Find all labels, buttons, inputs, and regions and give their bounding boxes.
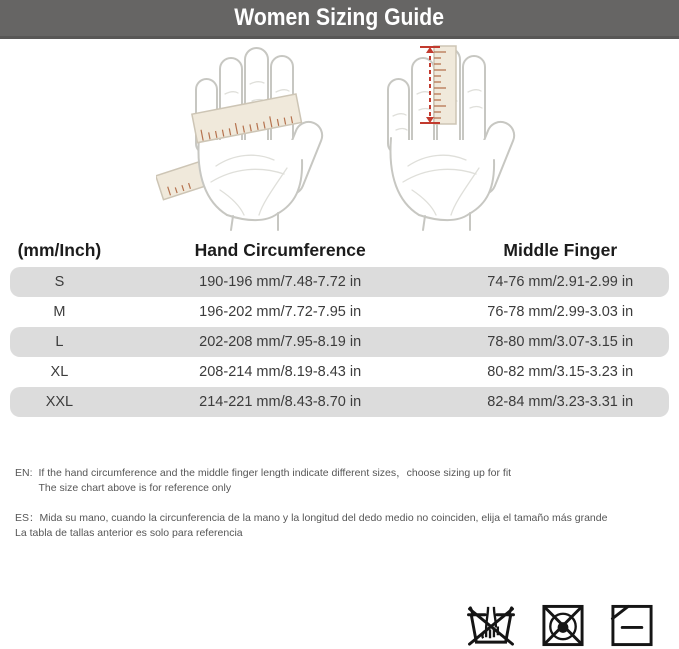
size-label: XL bbox=[50, 364, 69, 380]
middle-finger-value: 82-84 mm/3.23-3.31 in bbox=[487, 394, 634, 410]
care-icons bbox=[465, 603, 655, 648]
size-label: M bbox=[53, 304, 66, 320]
note-spanish bbox=[15, 511, 607, 541]
middle-finger-illustration bbox=[348, 44, 523, 236]
table-row-xl bbox=[10, 357, 669, 387]
column-header-unit: (mm/Inch) bbox=[17, 239, 102, 260]
sizing-table bbox=[10, 235, 669, 417]
table-row-s bbox=[10, 267, 669, 297]
hand-circumference-illustration bbox=[156, 44, 331, 236]
middle-finger-value: 80-82 mm/3.15-3.23 in bbox=[487, 364, 634, 380]
note-es-line1: Mida su mano, cuando la circunferencia de la mano y la longitud del dedo medio no coinciden, elija el tamaño más grande bbox=[39, 512, 608, 524]
do-not-tumble-dry-icon bbox=[540, 603, 586, 648]
hand-circumference-value: 190-196 mm/7.48-7.72 in bbox=[199, 274, 362, 290]
table-row-l bbox=[10, 327, 669, 357]
size-label: XXL bbox=[45, 394, 74, 410]
table-row-xxl bbox=[10, 387, 669, 417]
size-label: S bbox=[54, 274, 65, 290]
hand-circumference-value: 214-221 mm/8.43-8.70 in bbox=[199, 394, 362, 410]
note-en-line1: If the hand circumference and the middle finger length indicate different sizes，choose sizing up for fit bbox=[38, 467, 512, 479]
size-label: L bbox=[55, 334, 64, 350]
title-bar bbox=[0, 0, 679, 39]
middle-finger-value: 74-76 mm/2.91-2.99 in bbox=[487, 274, 634, 290]
do-not-hand-wash-icon bbox=[465, 603, 517, 648]
column-header-middle-finger: Middle Finger bbox=[503, 239, 618, 260]
middle-finger-value: 78-80 mm/3.07-3.15 in bbox=[487, 334, 634, 350]
middle-finger-value: 76-78 mm/2.99-3.03 in bbox=[487, 304, 634, 320]
hand-circumference-value: 202-208 mm/7.95-8.19 in bbox=[199, 334, 362, 350]
table-header-row bbox=[10, 235, 669, 265]
page-title: Women Sizing Guide bbox=[234, 4, 445, 31]
table-row-m bbox=[10, 297, 669, 327]
note-en-label: EN: bbox=[15, 467, 33, 479]
hand-circumference-value: 196-202 mm/7.72-7.95 in bbox=[199, 304, 362, 320]
note-en-line2: The size chart above is for reference only bbox=[38, 482, 232, 494]
note-es-label: ES： bbox=[15, 512, 40, 524]
hand-circumference-value: 208-214 mm/8.19-8.43 in bbox=[199, 364, 362, 380]
dry-flat-in-shade-icon bbox=[609, 603, 655, 648]
column-header-hand-circumference: Hand Circumference bbox=[194, 239, 366, 260]
note-english bbox=[15, 466, 511, 496]
note-es-line2: La tabla de tallas anterior es solo para referencia bbox=[15, 527, 243, 539]
